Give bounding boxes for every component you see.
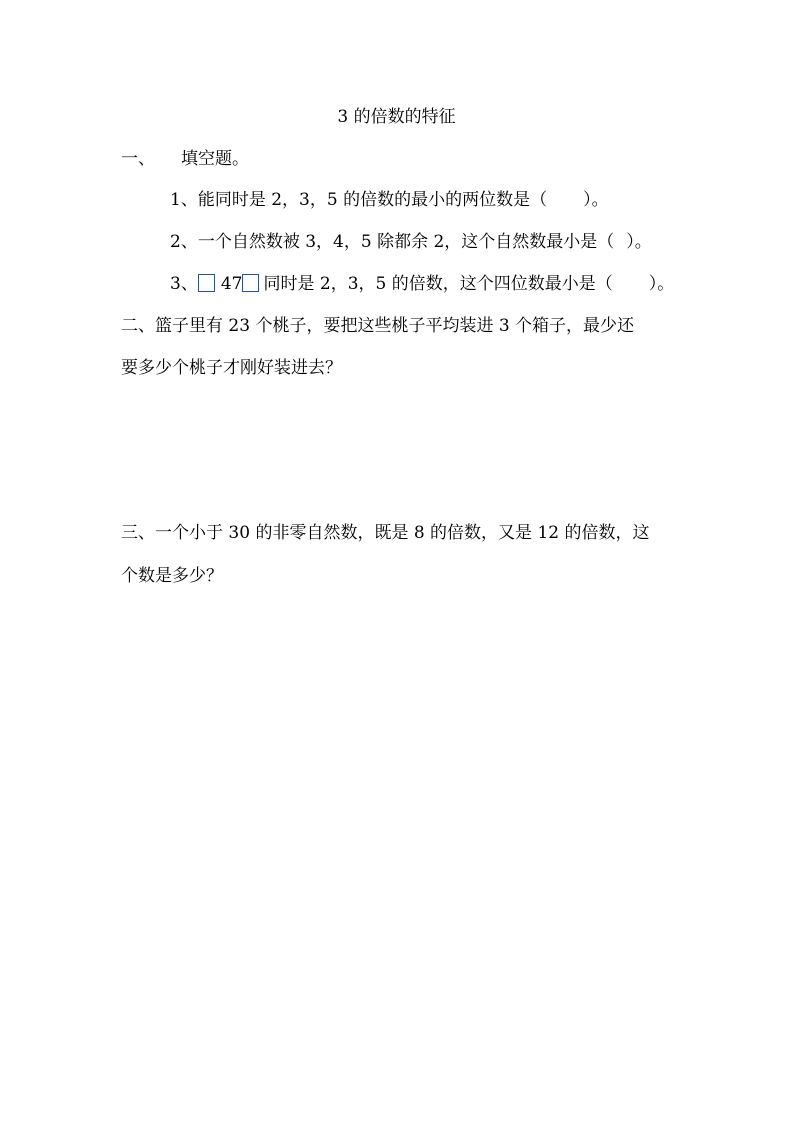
question-1 xyxy=(170,189,609,211)
digit-box-last xyxy=(242,274,259,292)
section-1-heading xyxy=(121,148,249,170)
digit-box-first xyxy=(198,274,215,292)
question-3-close: ）。 xyxy=(648,274,675,294)
question-3-digits: 47 xyxy=(220,274,243,294)
question-2-close: ）。 xyxy=(626,232,652,252)
question-2-text: 2、一个自然数被 3，4，5 除都余 2，这个自然数最小是（ xyxy=(170,232,615,252)
question-3-prefix: 3、 xyxy=(170,274,198,294)
section-3-line-2: 个数是多少？ xyxy=(121,566,223,586)
section-3-line-1: 三、一个小于 30 的非零自然数，既是 8 的倍数，又是 12 的倍数，这 xyxy=(121,523,650,543)
page-title: 3 的倍数的特征 xyxy=(337,107,456,127)
section-1-title: 填空题。 xyxy=(181,149,249,169)
question-1-text: 1、能同时是 2，3，5 的倍数的最小的两位数是（ xyxy=(170,190,548,210)
question-2 xyxy=(170,231,652,253)
section-2-line-2: 要多少个桃子才刚好装进去？ xyxy=(121,358,342,378)
question-3 xyxy=(170,273,674,295)
section-1-number: 一、 xyxy=(121,149,155,169)
question-1-close: ）。 xyxy=(583,190,609,210)
section-2-line-1: 二、篮子里有 23 个桃子，要把这些桃子平均装进 3 个箱子，最少还 xyxy=(121,316,635,336)
question-3-text: 同时是 2，3，5 的倍数，这个四位数最小是（ xyxy=(263,274,613,294)
